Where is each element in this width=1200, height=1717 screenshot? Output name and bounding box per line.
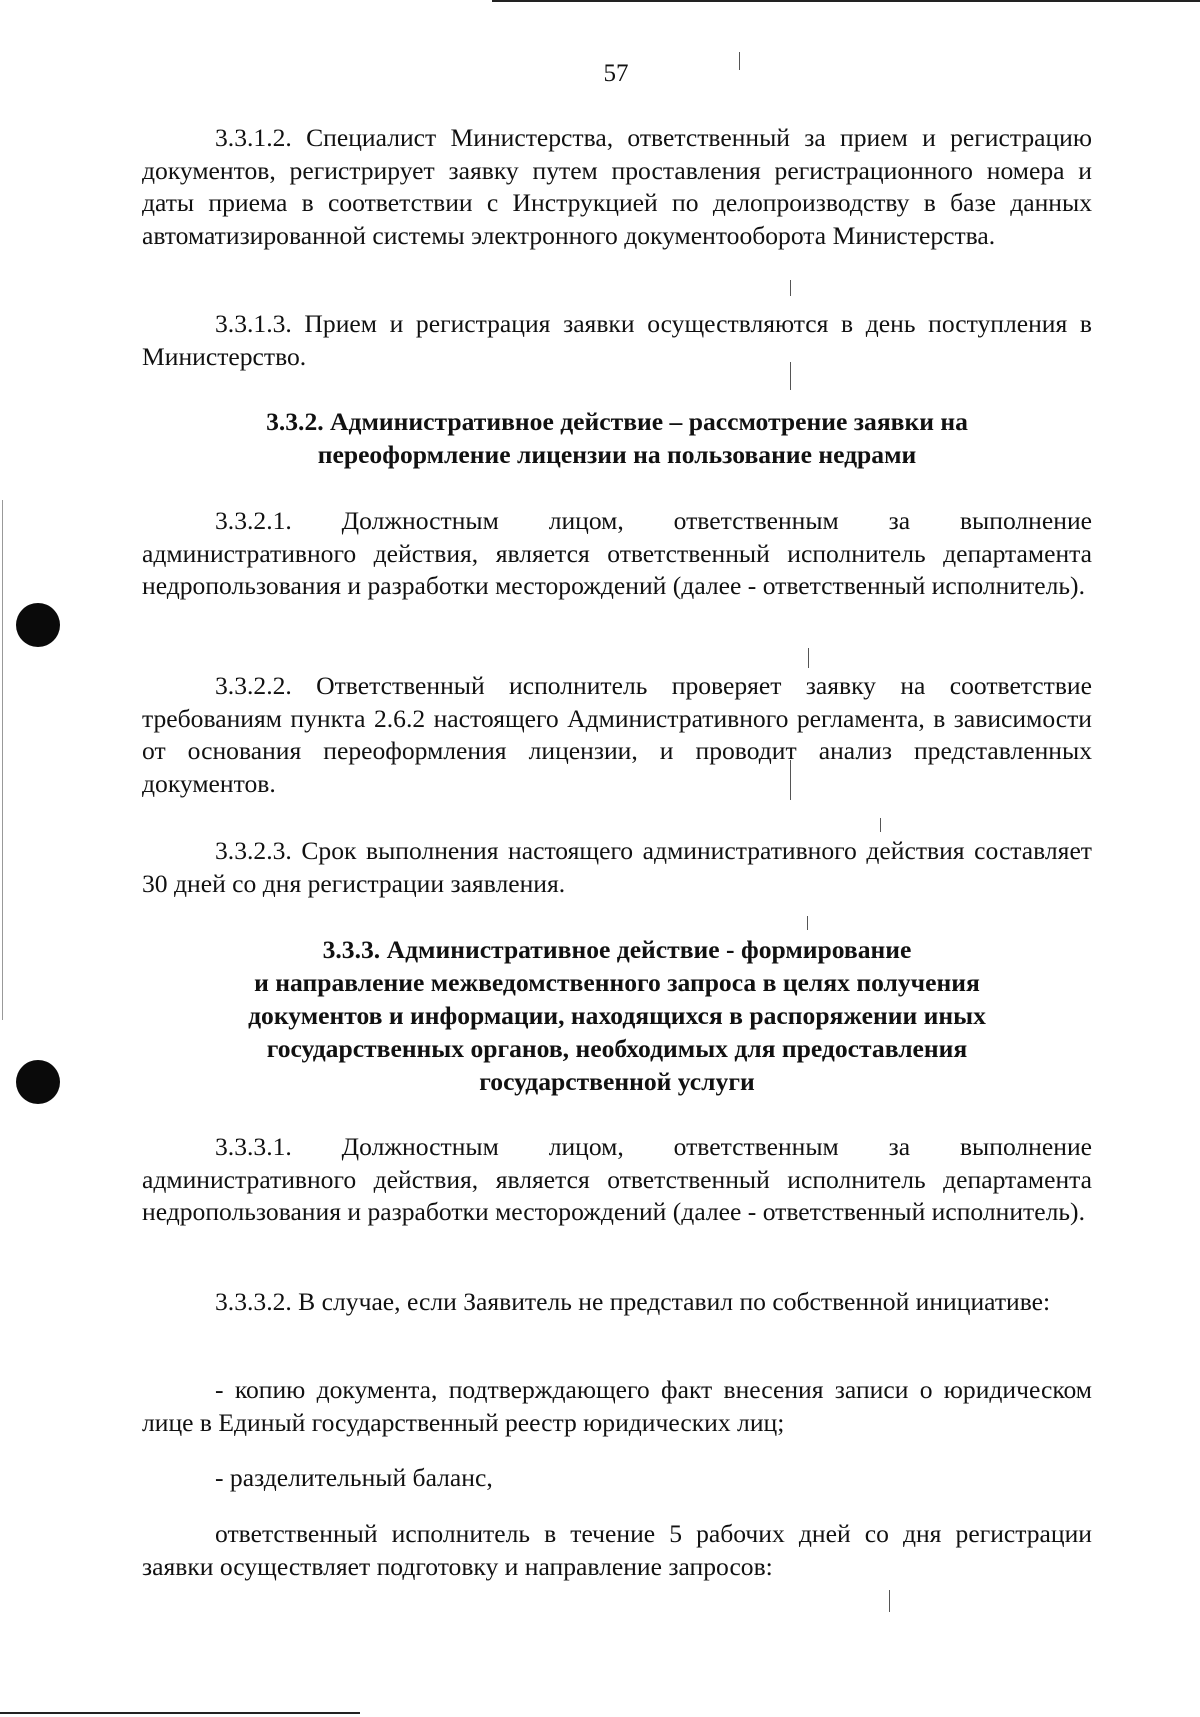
punch-hole xyxy=(16,1060,60,1104)
section-heading-3-3-2 xyxy=(142,405,1092,471)
paragraph-3-3-1-3: 3.3.1.3. Прием и регистрация заявки осуществляются в день поступления в Министерство. xyxy=(142,309,1092,371)
scan-edge-bottom xyxy=(0,1712,360,1714)
heading-line: и направление межведомственного запроса в целях получения xyxy=(254,968,980,997)
scan-edge-left xyxy=(2,500,3,1020)
paragraph-requests: ответственный исполнитель в течение 5 рабочих дней со дня регистрации заявки осуществляет подготовку и направление запросов: xyxy=(142,1519,1092,1581)
scan-edge-top xyxy=(492,0,1200,2)
list-item-balance: - разделительный баланс, xyxy=(215,1463,493,1492)
paragraph-3-3-2-1: 3.3.2.1. Должностным лицом, ответственным за выполнение административного действия, является ответственный исполнитель департамента недропользования и разработки месторождений (далее - ответственный исполнитель). xyxy=(142,506,1092,600)
paragraph-3-3-1-2: 3.3.1.2. Специалист Министерства, ответственный за прием и регистрацию документов, регистрирует заявку путем проставления регистрационного номера и даты приема в соответствии с Инструкцией по делопроизводству в базе данных автоматизированной системы электронного документооборота Министерства. xyxy=(142,123,1092,250)
scan-speck xyxy=(808,648,809,668)
paragraph-3-3-3-2: 3.3.3.2. В случае, если Заявитель не представил по собственной инициативе: xyxy=(215,1287,1051,1316)
heading-line: переоформление лицензии на пользование недрами xyxy=(317,440,917,469)
page-number: 57 xyxy=(603,60,629,87)
paragraph-3-3-3-1: 3.3.3.1. Должностным лицом, ответственным за выполнение административного действия, является ответственный исполнитель департамента недропользования и разработки месторождений (далее - ответственный исполнитель). xyxy=(142,1132,1092,1226)
scan-speck xyxy=(790,280,791,296)
scan-speck xyxy=(889,1590,890,1612)
section-heading-3-3-3 xyxy=(142,933,1092,1098)
punch-hole xyxy=(16,603,60,647)
heading-line: государственных органов, необходимых для предоставления xyxy=(266,1034,968,1063)
scan-speck xyxy=(807,916,808,930)
heading-line: государственной услуги xyxy=(479,1067,755,1096)
scan-speck xyxy=(880,818,881,832)
paragraph-3-3-2-3: 3.3.2.3. Срок выполнения настоящего административного действия составляет 30 дней со дня регистрации заявления. xyxy=(142,836,1092,898)
heading-line: документов и информации, находящихся в распоряжении иных xyxy=(248,1001,986,1030)
paragraph-3-3-2-2: 3.3.2.2. Ответственный исполнитель проверяет заявку на соответствие требованиям пункта 2.6.2 настоящего Административного регламента, в зависимости от основания переоформления лицензии, и проводит анализ представленных документов. xyxy=(142,671,1092,798)
list-item-registry-copy: - копию документа, подтверждающего факт внесения записи о юридическом лице в Единый государственный реестр юридических лиц; xyxy=(142,1375,1092,1437)
heading-line: 3.3.2. Административное действие – рассмотрение заявки на xyxy=(266,407,968,436)
heading-line: 3.3.3. Административное действие - формирование xyxy=(322,935,912,964)
